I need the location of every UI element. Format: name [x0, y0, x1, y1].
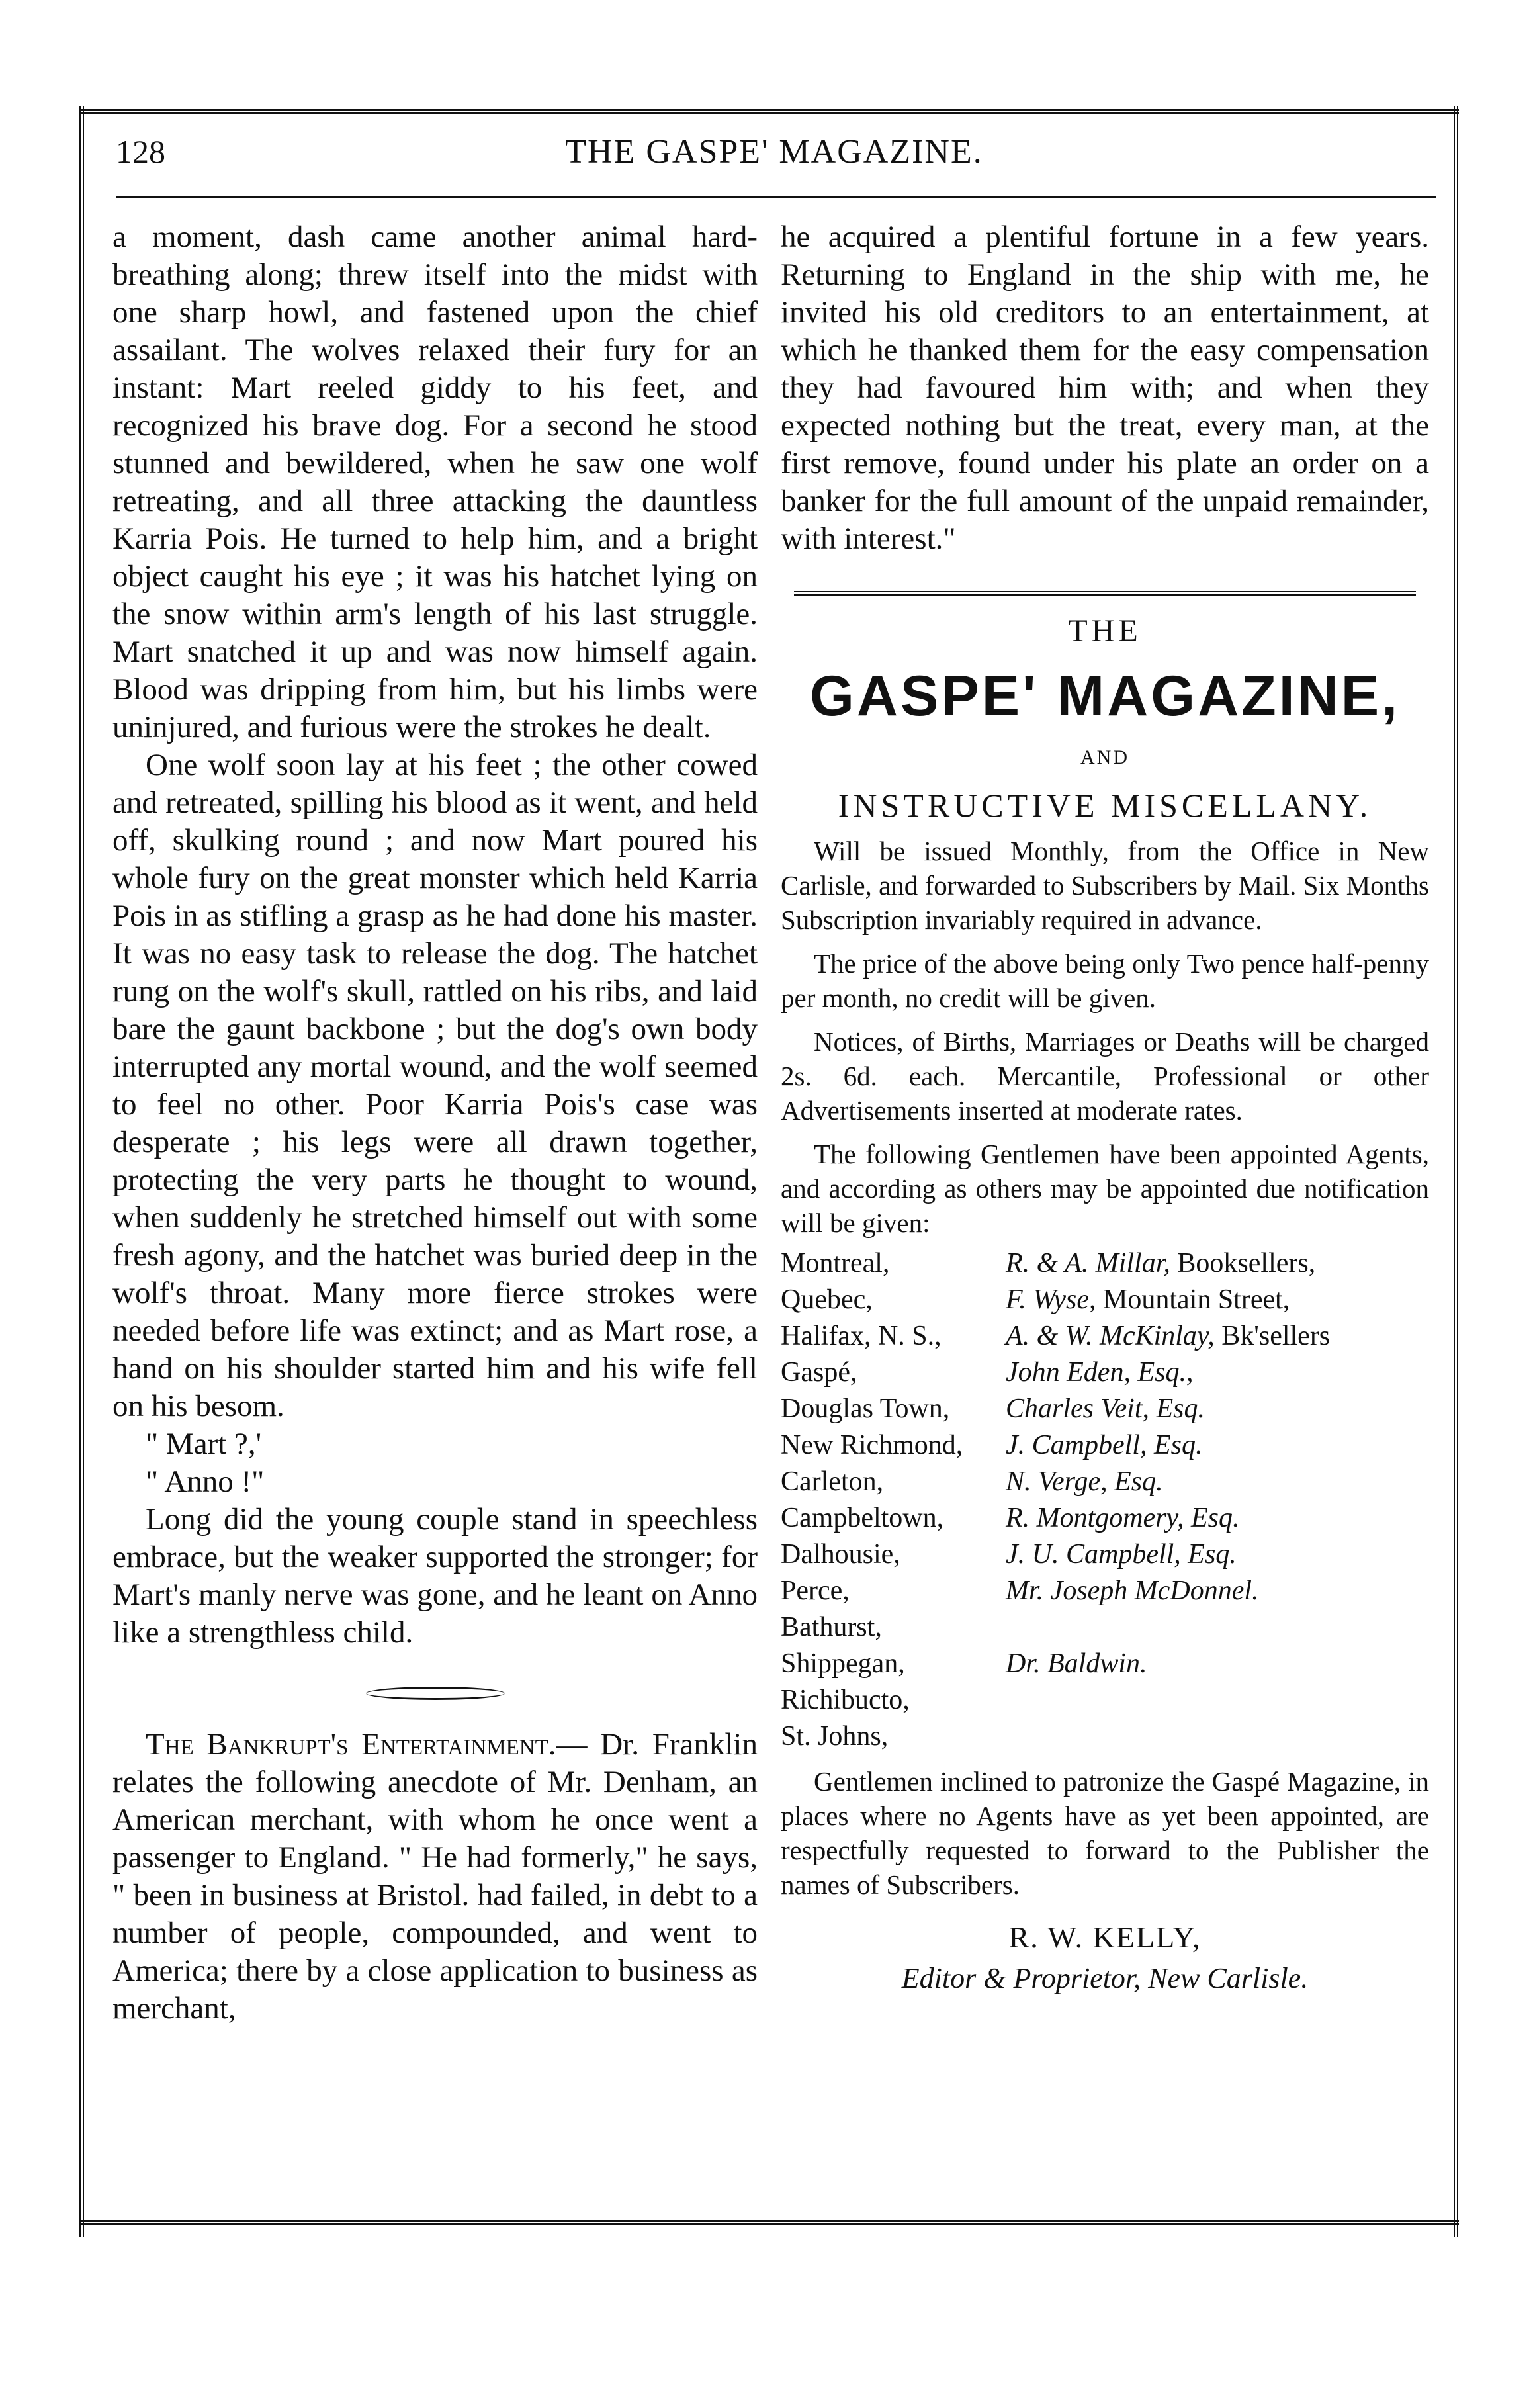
editor-line: Editor & Proprietor, New Carlisle.	[901, 1962, 1309, 1994]
agent-place: New Richmond,	[781, 1430, 963, 1460]
anecdote-continued: he acquired a plentiful fortune in a few years. Returning to England in the ship with me, he invited his old creditors to an entertainment, at which he thanked them for the easy compensation they had favoured him with; and when they expected nothing but the treat, every man, at the first remove, found under his plate an order on a banker for the full amount of the unpaid remainder, with interest."	[781, 220, 1429, 556]
agent-place: Campbeltown,	[781, 1503, 944, 1533]
agent-name	[1006, 1609, 1429, 1646]
agent-place: Quebec,	[781, 1284, 873, 1315]
masthead-the: THE	[1068, 613, 1142, 648]
agent-place: Dalhousie,	[781, 1539, 900, 1570]
agent-extra: Booksellers,	[1170, 1248, 1316, 1278]
agent-name: J. U. Campbell, Esq.	[1006, 1539, 1237, 1570]
agent-place: Richibucto,	[781, 1685, 910, 1715]
agent-row	[781, 1646, 1429, 1682]
story-paragraph-1: a moment, dash came another animal hard-breathing along; threw itself into the midst with one sharp howl, and fastened upon the chief assailant. The wolves relaxed their fury for an instant: Mart reeled giddy to his feet, and recognized his brave dog. For a second he stood stunned and bewildered, when he saw one wolf retreating, and all three attacking the dauntless Karria Pois. He turned to help him, and a bright object caught his eye ; it was his hatchet lying on the snow within arm's length of his last struggle. Mart snatched it up and was now himself again. Blood was dripping from him, but his limbs were uninjured, and furious were the strokes he dealt.	[112, 220, 758, 744]
masthead-and: AND	[1080, 746, 1129, 768]
left-column	[112, 218, 758, 2028]
agent-row	[781, 1427, 1429, 1464]
header-rule	[116, 196, 1436, 198]
masthead-rule	[794, 591, 1416, 596]
notice-issue: Will be issued Monthly, from the Office in New Carlisle, and forwarded to Subscribers by Mail. Six Months Subscription invariably required in advance.	[781, 836, 1429, 935]
anecdote-text: Dr. Franklin relates the following anecdote of Mr. Denham, an American merchant, with whom he once went a passenger to England. " He had formerly," he says, " been in business at Bristol. had failed, in debt to a number of people, compounded, and went to America; there by a close application to business as merchant,	[112, 1727, 758, 2026]
agents-intro: The following Gentlemen have been appointed Agents, and according as others may be appointed due notification will be given:	[781, 1139, 1429, 1238]
agent-row	[781, 1609, 1429, 1646]
agent-row	[781, 1282, 1429, 1318]
agent-row	[781, 1355, 1429, 1391]
agent-name: J. Campbell, Esq.	[1006, 1430, 1203, 1460]
story-quote-2: " Anno !"	[146, 1464, 265, 1499]
agent-extra: Bk'sellers	[1214, 1321, 1331, 1351]
notice-advertising: Notices, of Births, Marriages or Deaths will be charged 2s. 6d. each. Mercantile, Professional or other Advertisements inserted at moderate rates.	[781, 1026, 1429, 1126]
agent-row	[781, 1537, 1429, 1573]
story-quote-1: " Mart ?,'	[146, 1427, 262, 1461]
agent-place: Bathurst,	[781, 1612, 882, 1642]
agent-place: Shippegan,	[781, 1648, 905, 1679]
agent-name: Charles Veit, Esq.	[1006, 1394, 1205, 1424]
agent-name: R. & A. Millar,	[1006, 1248, 1170, 1278]
page-number: 128	[116, 133, 165, 170]
agent-place: Perce,	[781, 1576, 850, 1606]
masthead-title: GASPE' MAGAZINE,	[810, 664, 1400, 728]
anecdote-paragraph	[112, 1726, 758, 2028]
agent-row	[781, 1318, 1429, 1355]
agent-place: Halifax, N. S.,	[781, 1321, 942, 1351]
agent-row	[781, 1391, 1429, 1427]
notice-price: The price of the above being only Two pence half-penny per month, no credit will be given.	[781, 948, 1429, 1013]
agent-name	[1006, 1718, 1429, 1755]
agent-name	[1006, 1682, 1429, 1718]
agent-name: A. & W. McKinlay,	[1006, 1321, 1215, 1351]
agent-name: John Eden, Esq.,	[1006, 1357, 1194, 1388]
agent-name: F. Wyse,	[1006, 1284, 1096, 1315]
anecdote-title: The Bankrupt's Entertainment.—	[146, 1727, 588, 1761]
agent-name: N. Verge, Esq.	[1006, 1466, 1163, 1497]
agents-list	[781, 1245, 1429, 1755]
publisher-signature: R. W. KELLY,	[1008, 1920, 1202, 1954]
agent-place: Douglas Town,	[781, 1394, 950, 1424]
agent-place: Carleton,	[781, 1466, 884, 1497]
story-paragraph-3: Long did the young couple stand in speechless embrace, but the weaker supported the stronger; for Mart's manly nerve was gone, and he leant on Anno like a strengthless child.	[112, 1502, 758, 1650]
ornament-dash-icon	[366, 1687, 505, 1700]
agent-row	[781, 1464, 1429, 1500]
section-ornament	[112, 1672, 758, 1709]
agent-name: R. Montgomery, Esq.	[1006, 1503, 1240, 1533]
agent-name: Mr. Joseph McDonnel.	[1006, 1576, 1259, 1606]
story-paragraph-2: One wolf soon lay at his feet ; the other cowed and retreated, spilling his blood as it went, and held off, skulking round ; and now Mart poured his whole fury on the great monster which held Karria Pois in as stifling a grasp as he had done his master. It was no easy task to release the dog. The hatchet rung on the wolf's skull, rattled on his ribs, and laid bare the gaunt backbone ; but the dog's own body interrupted any mortal wound, and the wolf seemed to feel no other. Poor Karria Pois's case was desperate ; his legs were all drawn together, protecting the very parts he thought to wound, when suddenly he stretched himself out with some fresh agony, and the hatchet was buried deep in the wolf's throat. Many more fierce strokes were needed before life was extinct; and as Mart rose, a hand on his shoulder started him and his wife fell on his besom.	[112, 748, 758, 1423]
agent-row	[781, 1573, 1429, 1609]
page-header	[116, 132, 1432, 185]
agent-place: Montreal,	[781, 1248, 890, 1278]
agent-row	[781, 1245, 1429, 1282]
masthead-subtitle: INSTRUCTIVE MISCELLANY.	[838, 787, 1372, 824]
agent-extra: Mountain Street,	[1096, 1284, 1290, 1315]
bottom-double-rule	[79, 2220, 1459, 2225]
agent-place: St. Johns,	[781, 1721, 889, 1752]
agent-place: Gaspé,	[781, 1357, 857, 1388]
agent-row	[781, 1718, 1429, 1755]
agent-row	[781, 1500, 1429, 1537]
agent-row	[781, 1682, 1429, 1718]
agent-name: Dr. Baldwin.	[1006, 1648, 1147, 1679]
running-title: THE GASPE' MAGAZINE.	[565, 133, 983, 171]
right-column	[781, 218, 1429, 1997]
closing-notice: Gentlemen inclined to patronize the Gaspé Magazine, in places where no Agents have as yet been appointed, are respectfully requested to forward to the Publisher the names of Subscribers.	[781, 1766, 1429, 1900]
